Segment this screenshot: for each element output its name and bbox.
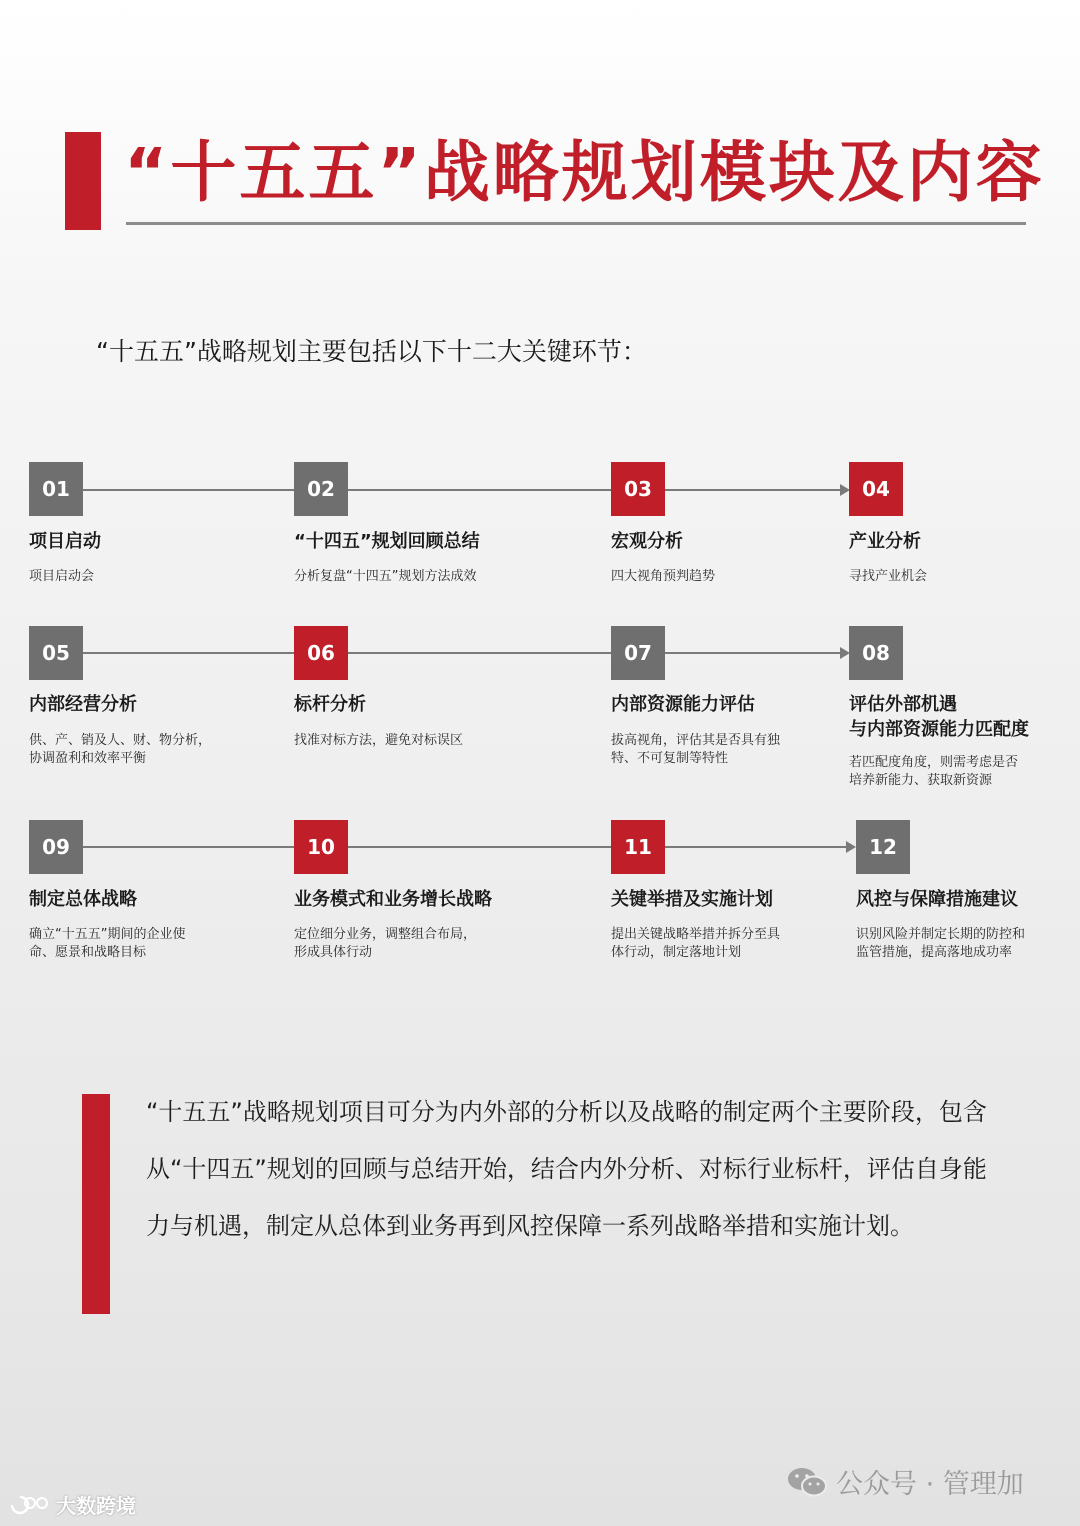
wechat-account-name: 公众号 · 管理加 [836,1469,1024,1500]
row-connector-1 [56,489,840,491]
step-desc: 培养新能力、获取新资源 [849,773,993,788]
watermark [8,1490,136,1519]
step-number-badge: 09 [29,820,83,874]
step-desc: 确立“十五五”期间的企业使 [29,927,186,942]
watermark-logo-icon [8,1493,52,1517]
step-number-badge: 04 [849,462,903,516]
step-number-badge: 10 [294,820,348,874]
step-title: 业务模式和业务增长战略 [294,889,492,910]
step-title: 风控与保障措施建议 [856,889,1018,910]
row-arrow-3 [846,841,856,853]
step-desc: 分析复盘“十四五”规划方法成效 [294,569,477,584]
step-09 [29,820,186,960]
step-number-badge: 03 [611,462,665,516]
step-title: 内部经营分析 [29,694,137,715]
step-desc: 监管措施，提高落地成功率 [856,945,1013,960]
step-number-badge: 01 [29,462,83,516]
step-title: “十四五”规划回顾总结 [294,531,480,552]
step-title: 宏观分析 [611,531,683,552]
step-12 [856,820,1026,960]
step-desc: 形成具体行动 [294,945,373,960]
step-title: 制定总体战略 [29,889,137,910]
step-number-badge: 12 [856,820,910,874]
step-title-line2: 与内部资源能力匹配度 [849,719,1029,740]
step-desc: 四大视角预判趋势 [611,569,716,584]
step-08 [849,626,1029,788]
step-desc: 定位细分业务，调整组合布局， [294,927,477,942]
step-10 [294,820,492,960]
step-desc: 拔高视角，评估其是否具有独 [611,733,781,748]
step-number-badge: 02 [294,462,348,516]
step-desc: 识别风险并制定长期的防控和 [856,927,1026,942]
step-06 [294,626,464,748]
step-desc: 协调盈利和效率平衡 [29,751,147,766]
step-number-badge: 08 [849,626,903,680]
step-title: 内部资源能力评估 [611,694,755,715]
summary-text: “十五五”战略规划项目可分为内外部的分析以及战略的制定两个主要阶段，包含从“十四五”规划的回顾与总结开始，结合内外分析、对标行业标杆，评估自身能力与机遇，制定从总体到业务再到风控保障一系列战略举措和实施计划。 [146,1098,987,1240]
step-title: 项目启动 [29,531,101,552]
wechat-icon [786,1466,828,1498]
title-accent-bar [65,132,101,230]
step-desc: 项目启动会 [29,569,95,584]
row-connector-2 [56,652,840,654]
step-title: 评估外部机遇 [849,694,957,715]
step-desc: 找准对标方法，避免对标误区 [294,733,464,748]
row-connector-3 [56,846,846,848]
title-underline [126,222,1026,225]
step-04 [849,462,928,584]
step-desc: 若匹配度角度，则需考虑是否 [849,755,1019,770]
wechat-account-label [786,1462,1024,1501]
intro-text: “十五五”战略规划主要包括以下十二大关键环节： [96,337,647,366]
step-number-badge: 11 [611,820,665,874]
summary-accent-bar [82,1094,110,1314]
step-number-badge: 07 [611,626,665,680]
step-03 [611,462,716,584]
step-07 [611,626,781,766]
step-11 [611,820,781,960]
step-01 [29,462,101,584]
step-desc: 提出关键战略举措并拆分至具 [611,927,781,942]
step-number-badge: 05 [29,626,83,680]
step-desc: 寻找产业机会 [849,569,928,584]
step-desc: 供、产、销及人、财、物分析， [29,733,212,748]
step-title: 标杆分析 [294,694,366,715]
watermark-text: 大数跨境 [56,1494,136,1518]
step-02 [294,462,480,584]
step-number-badge: 06 [294,626,348,680]
page-title: “十五五”战略规划模块及内容 [124,134,1045,211]
step-title: 产业分析 [849,531,921,552]
step-desc: 特、不可复制等特性 [611,751,729,766]
step-desc: 体行动，制定落地计划 [611,945,742,960]
step-05 [29,626,212,766]
step-desc: 命、愿景和战略目标 [29,945,147,960]
step-title: 关键举措及实施计划 [611,889,773,910]
